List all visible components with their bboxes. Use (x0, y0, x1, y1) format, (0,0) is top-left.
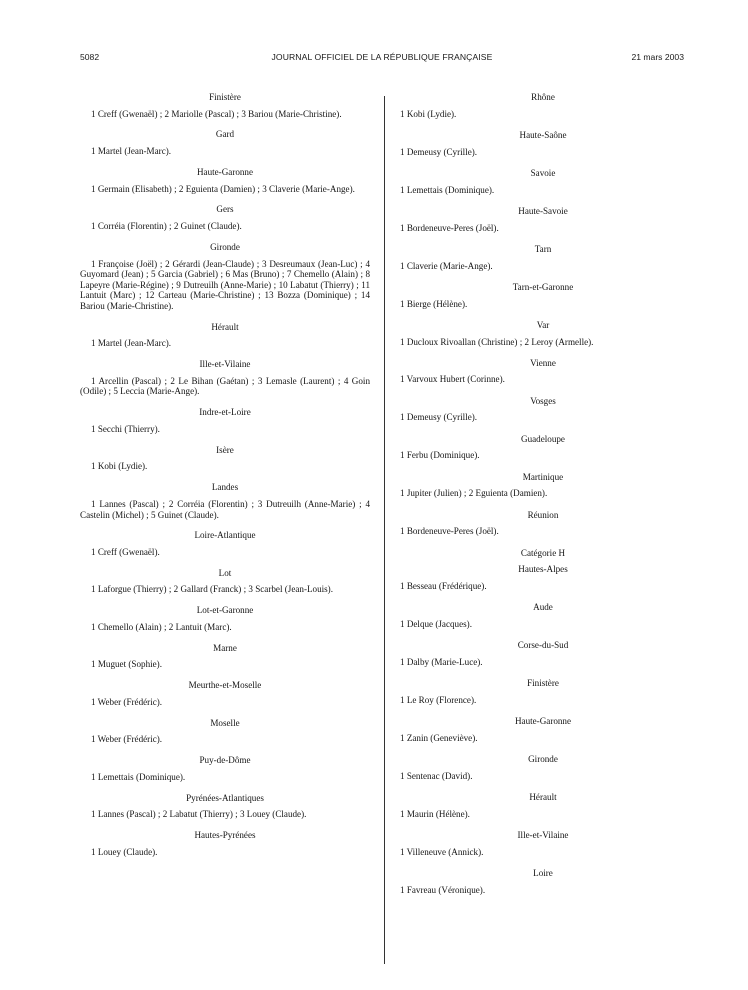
candidate-list: 1 Zanin (Geneviève). (400, 732, 478, 743)
department-heading: Finistère (209, 92, 241, 102)
candidate-list: 1 Villeneuve (Annick). (400, 846, 484, 857)
candidate-list: 1 Lemettais (Dominique). (91, 771, 186, 782)
department-section (398, 510, 688, 537)
department-heading: Tarn-et-Garonne (512, 281, 574, 292)
department-section (398, 602, 688, 629)
department-heading: Haute-Garonne (514, 716, 572, 727)
candidate-list: 1 Weber (Frédéric). (91, 696, 163, 707)
department-heading: Gers (216, 204, 234, 215)
department-heading: Moselle (210, 717, 240, 728)
department-section (80, 482, 370, 520)
department-heading: Var (536, 319, 550, 330)
candidate-list: 1 Kobi (Lydie). (400, 108, 457, 119)
publication-date: 21 mars 2003 (631, 52, 684, 62)
department-section (398, 868, 688, 895)
candidate-list: 1 Françoise (Joël) ; 2 Gérardi (Jean-Claude) ; 3 Desreumaux (Jean-Luc) ; 4 Guyomard (Jean) ; 5 Garcia (Gabriel) ; 6 Mas (Bruno) ; 7 Chemello (Alain) ; 8 Lapeyre (Marie-Régine) ; 9 Dutreuilh (Anne-Marie) ; 10 Labatut (Thierry) ; 11 Lantuit (Marc) ; 12 Carteau (Marie-Christine) ; 13 Bozza (Dominique) ; 14 Bariou (Marie-Christine). (80, 258, 370, 311)
department-section (80, 793, 370, 820)
candidate-list: 1 Kobi (Lydie). (91, 461, 148, 472)
candidate-list: 1 Dalby (Marie-Luce). (400, 656, 483, 667)
department-heading: Martinique (522, 471, 564, 482)
department-heading: Finistère (527, 678, 559, 689)
department-heading: Ille-et-Vilaine (199, 359, 251, 370)
department-section (398, 472, 688, 499)
department-section (80, 755, 370, 782)
department-section (398, 792, 688, 819)
column-divider (384, 96, 385, 964)
department-section (80, 167, 370, 194)
department-heading: Vosges (530, 395, 556, 406)
department-section (80, 92, 370, 119)
candidate-list: 1 Sentenac (David). (400, 770, 473, 781)
department-heading: Tarn (534, 243, 552, 254)
department-section (398, 282, 688, 309)
department-heading: Puy-de-Dôme (199, 755, 251, 766)
department-section (398, 92, 688, 119)
candidate-list: 1 Jupiter (Julien) ; 2 Eguienta (Damien). (400, 488, 548, 499)
department-heading: Gard (215, 129, 235, 140)
department-section (80, 680, 370, 707)
candidate-list: 1 Besseau (Frédérique). (400, 581, 487, 591)
department-section (398, 640, 688, 667)
candidate-list: 1 Muguet (Sophie). (91, 659, 162, 670)
department-section (80, 407, 370, 434)
page-number: 5082 (80, 52, 100, 62)
candidate-list: 1 Delque (Jacques). (400, 618, 472, 629)
candidate-list: 1 Claverie (Marie-Ange). (400, 260, 493, 271)
department-section (398, 206, 688, 233)
department-heading: Vienne (530, 357, 556, 368)
department-heading: Rhône (531, 92, 555, 102)
department-section (80, 445, 370, 472)
department-section (398, 548, 688, 592)
department-section (398, 396, 688, 423)
candidate-list: 1 Weber (Frédéric). (91, 734, 163, 745)
candidate-list: 1 Lannes (Pascal) ; 2 Corréia (Florentin) ; 3 Dutreuilh (Anne-Marie) ; 4 Castelin (Michel) ; 5 Guinet (Claude). (80, 498, 370, 520)
candidate-list: 1 Creff (Gwenaël). (91, 547, 160, 557)
candidate-list: 1 Demeusy (Cyrille). (400, 412, 478, 423)
department-section (80, 129, 370, 156)
department-heading: Savoie (530, 167, 556, 178)
department-heading: Gironde (528, 754, 558, 765)
candidate-list: 1 Arcellin (Pascal) ; 2 Le Bihan (Gaétan) ; 3 Lemasle (Laurent) ; 4 Goin (Odile) ; 5 Leccia (Marie-Ange). (80, 375, 370, 397)
department-heading: Haute-Saône (519, 129, 567, 140)
candidate-list: 1 Bordeneuve-Peres (Joël). (400, 526, 499, 537)
journal-title: JOURNAL OFFICIEL DE LA RÉPUBLIQUE FRANÇAISE (271, 52, 493, 62)
candidate-list: 1 Favreau (Véronique). (400, 884, 486, 895)
candidate-list: 1 Louey (Claude). (91, 846, 158, 857)
department-section (398, 244, 688, 271)
department-heading: Lot-et-Garonne (196, 605, 254, 616)
department-heading: Loire-Atlantique (194, 530, 256, 541)
department-heading: Landes (211, 482, 239, 493)
department-section (398, 830, 688, 857)
department-section (80, 359, 370, 397)
candidate-list: 1 Corréia (Florentin) ; 2 Guinet (Claude). (91, 221, 242, 232)
department-heading: Meurthe-et-Moselle (188, 680, 262, 691)
department-section (398, 168, 688, 195)
department-heading: Haute-Savoie (518, 205, 568, 216)
department-heading: Corse-du-Sud (517, 640, 569, 651)
candidate-list: 1 Le Roy (Florence). (400, 694, 477, 705)
page-header (80, 50, 684, 68)
candidate-list: 1 Ferbu (Dominique). (400, 450, 480, 461)
department-heading: Lot (218, 567, 232, 578)
department-heading: Pyrénées-Atlantiques (186, 792, 264, 803)
candidate-list: 1 Varvoux Hubert (Corinne). (400, 374, 505, 385)
candidate-list: 1 Martel (Jean-Marc). (91, 338, 172, 349)
department-section (398, 754, 688, 781)
department-heading: Ille-et-Vilaine (517, 830, 569, 841)
candidate-list: 1 Chemello (Alain) ; 2 Lantuit (Marc). (91, 621, 232, 632)
department-section (398, 434, 688, 461)
candidate-list: 1 Lemettais (Dominique). (400, 184, 495, 195)
department-heading: Hautes-Alpes (518, 564, 568, 575)
department-heading: Hérault (211, 321, 239, 332)
department-heading: Indre-et-Loire (199, 407, 251, 418)
candidate-list: 1 Lannes (Pascal) ; 2 Labatut (Thierry) ; 3 Louey (Claude). (91, 809, 307, 820)
department-section (80, 242, 370, 312)
department-section (80, 643, 370, 670)
department-section (398, 320, 688, 347)
right-column (398, 92, 688, 895)
department-section (80, 718, 370, 745)
candidate-list: 1 Secchi (Thierry). (91, 423, 160, 434)
department-section (80, 322, 370, 349)
department-heading: Marne (213, 642, 237, 653)
department-section (80, 830, 370, 857)
candidate-list: 1 Martel (Jean-Marc). (91, 146, 172, 157)
department-section (80, 530, 370, 557)
candidate-list: 1 Laforgue (Thierry) ; 2 Gallard (Franck) ; 3 Scarbel (Jean-Louis). (91, 584, 333, 595)
candidate-list: 1 Creff (Gwenaël) ; 2 Mariolle (Pascal) ; 3 Bariou (Marie-Christine). (91, 108, 342, 119)
department-heading: Isère (216, 444, 234, 455)
candidate-list: 1 Bierge (Hélène). (400, 298, 468, 309)
department-heading: Gironde (210, 241, 240, 252)
candidate-list: 1 Demeusy (Cyrille). (400, 146, 478, 157)
department-section (80, 605, 370, 632)
department-heading: Guadeloupe (521, 433, 565, 444)
department-heading: Hérault (529, 792, 557, 803)
department-heading: Loire (533, 868, 553, 879)
department-heading: Aude (533, 602, 553, 613)
candidate-list: 1 Germain (Elisabeth) ; 2 Eguienta (Damien) ; 3 Claverie (Marie-Ange). (91, 183, 355, 194)
left-column (80, 92, 370, 857)
department-heading: Haute-Garonne (196, 166, 254, 177)
candidate-list: 1 Ducloux Rivoallan (Christine) ; 2 Leroy (Armelle). (400, 336, 594, 347)
department-section (398, 716, 688, 743)
candidate-list: 1 Maurin (Hélène). (400, 808, 470, 819)
department-section (80, 568, 370, 595)
candidate-list: 1 Bordeneuve-Peres (Joël). (400, 222, 499, 233)
department-section (398, 358, 688, 385)
department-heading: Réunion (527, 509, 559, 520)
department-section (398, 130, 688, 157)
category-heading: Catégorie H (520, 547, 566, 558)
department-section (398, 678, 688, 705)
department-heading: Hautes-Pyrénées (194, 830, 256, 841)
department-section (80, 204, 370, 231)
